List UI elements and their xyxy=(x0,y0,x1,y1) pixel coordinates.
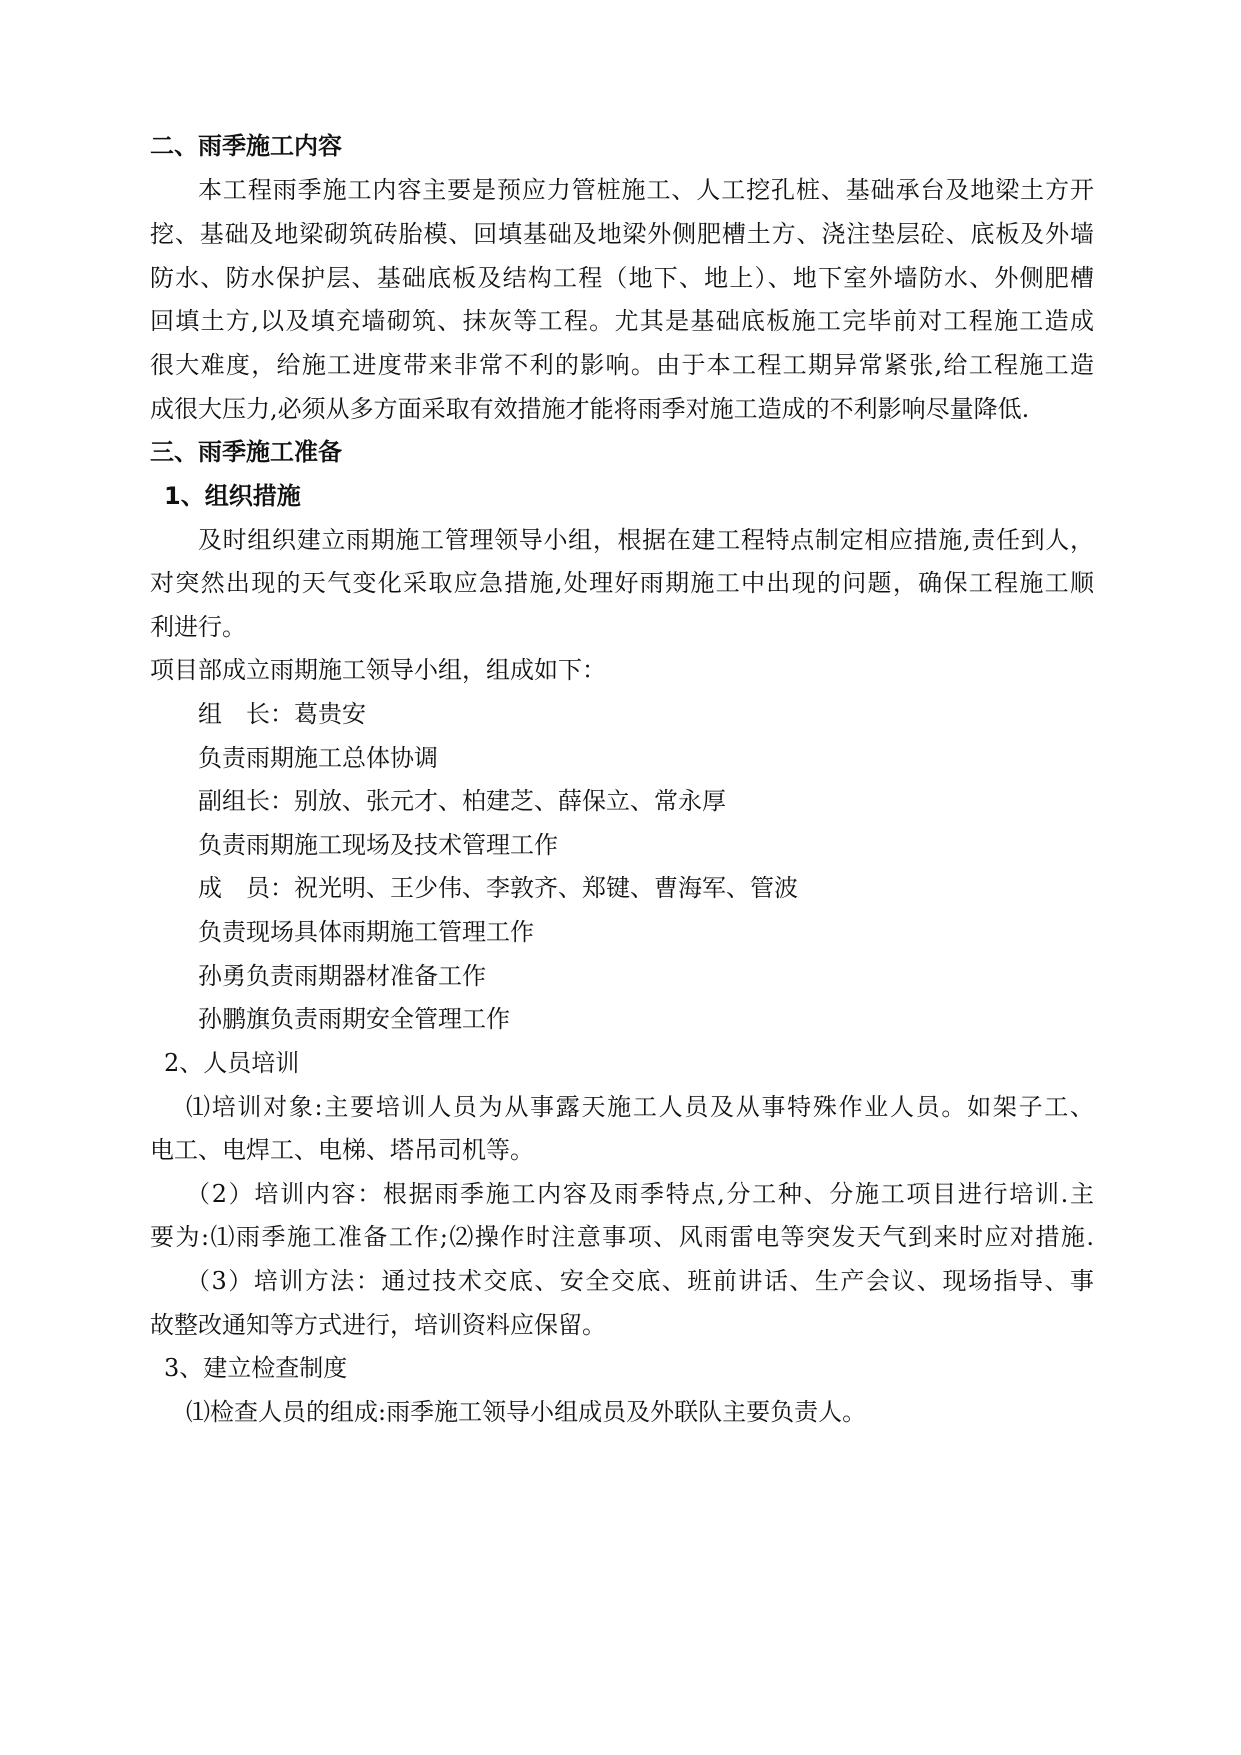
paragraph-line: ⑴培训对象:主要培训人员为从事露天施工人员及从事特殊作业人员。如架子工、 xyxy=(186,1093,1094,1121)
equipment-duty: 孙勇负责雨期器材准备工作 xyxy=(198,962,486,990)
paragraph-line: 对突然出现的天气变化采取应急措施,处理好雨期施工中出现的问题，确保工程施工顺 xyxy=(150,569,1094,597)
paragraph-line: ⑴检查人员的组成:雨季施工领导小组成员及外联队主要负责人。 xyxy=(186,1398,867,1426)
paragraph-line: （3）培训方法：通过技术交底、安全交底、班前讲话、生产会议、现场指导、事 xyxy=(186,1267,1094,1295)
paragraph-line: 成很大压力,必须从多方面采取有效措施才能将雨季对施工造成的不利影响尽量降低. xyxy=(150,395,1030,423)
section-heading-rainy-season-content: 二、雨季施工内容 xyxy=(150,132,342,160)
deputy-leaders-duty: 负责雨期施工现场及技术管理工作 xyxy=(198,831,558,859)
paragraph-line: 本工程雨季施工内容主要是预应力管桩施工、人工挖孔桩、基础承台及地梁土方开 xyxy=(198,176,1094,204)
team-members: 成 员：祝光明、王少伟、李敦齐、郑键、曹海军、管波 xyxy=(198,874,798,902)
subheading-training: 2、人员培训 xyxy=(164,1049,300,1077)
paragraph-line: 挖、基础及地梁砌筑砖胎模、回填基础及地梁外侧肥槽土方、浇注垫层砼、底板及外墙 xyxy=(150,220,1094,248)
paragraph-line: 回填土方,以及填充墙砌筑、抹灰等工程。尤其是基础底板施工完毕前对工程施工造成 xyxy=(150,307,1094,335)
paragraph-line: 故整改通知等方式进行，培训资料应保留。 xyxy=(150,1311,606,1339)
paragraph-line: （2）培训内容：根据雨季施工内容及雨季特点,分工种、分施工项目进行培训.主 xyxy=(186,1180,1094,1208)
paragraph-line: 防水、防水保护层、基础底板及结构工程（地下、地上）、地下室外墙防水、外侧肥槽 xyxy=(150,264,1094,292)
team-leader-duty: 负责雨期施工总体协调 xyxy=(198,744,438,772)
subheading-organization: 1、组织措施 xyxy=(164,482,301,510)
paragraph-line: 项目部成立雨期施工领导小组，组成如下： xyxy=(150,656,606,684)
safety-duty: 孙鹏旗负责雨期安全管理工作 xyxy=(198,1005,510,1033)
paragraph-line: 利进行。 xyxy=(150,613,246,641)
section-heading-rainy-season-prep: 三、雨季施工准备 xyxy=(150,438,342,466)
paragraph-line: 电工、电焊工、电梯、塔吊司机等。 xyxy=(150,1136,534,1164)
document-page xyxy=(150,0,1094,1755)
paragraph-line: 要为:⑴雨季施工准备工作;⑵操作时注意事项、风雨雷电等突发天气到来时应对措施. xyxy=(150,1223,1094,1251)
deputy-leaders: 副组长：别放、张元才、柏建芝、薛保立、常永厚 xyxy=(198,787,726,815)
subheading-inspection: 3、建立检查制度 xyxy=(164,1354,348,1382)
paragraph-line: 很大难度，给施工进度带来非常不利的影响。由于本工程工期异常紧张,给工程施工造 xyxy=(150,351,1094,379)
team-members-duty: 负责现场具体雨期施工管理工作 xyxy=(198,918,534,946)
paragraph-line: 及时组织建立雨期施工管理领导小组，根据在建工程特点制定相应措施,责任到人， xyxy=(198,526,1094,554)
team-leader: 组 长：葛贵安 xyxy=(198,700,366,728)
